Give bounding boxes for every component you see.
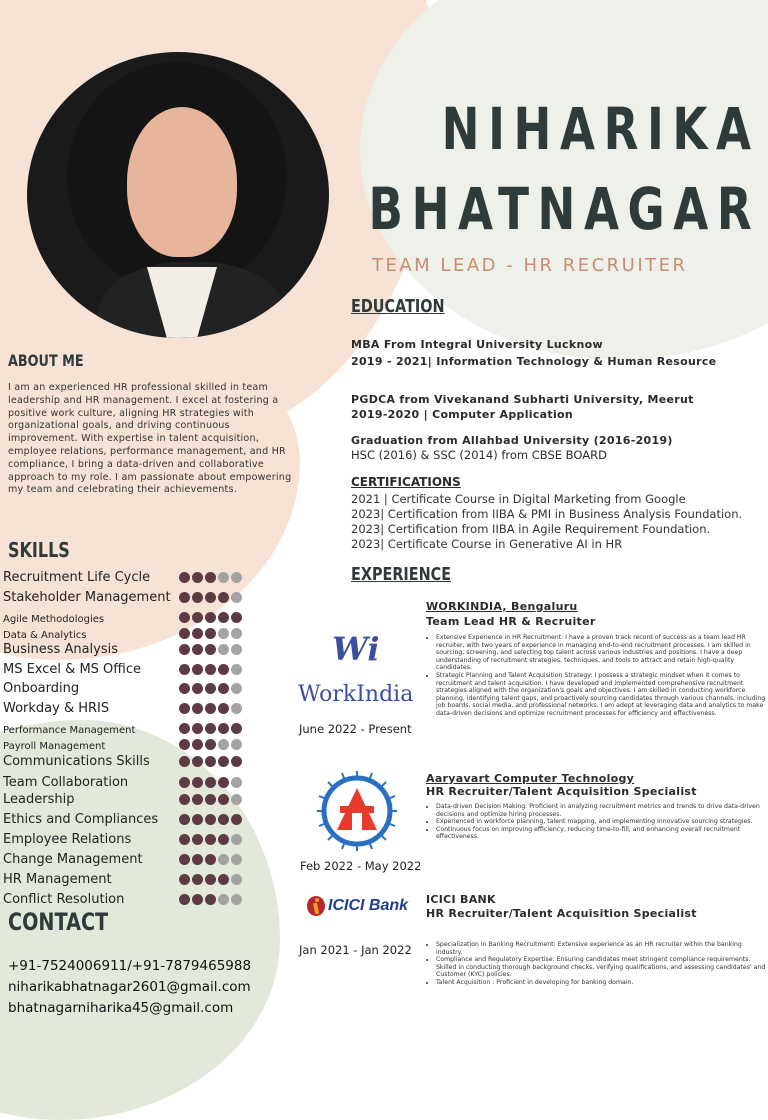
education-mba: MBA From Integral University Lucknow <box>351 338 603 351</box>
job-bullet: • Experienced in workforce planning, talent mapping, and implementing innovative sourcing strategies. <box>436 818 766 826</box>
skill-label: Recruitment Life Cycle <box>3 570 151 585</box>
rating-dot <box>231 834 242 845</box>
rating-dot <box>218 874 229 885</box>
rating-dot <box>205 894 216 905</box>
rating-dot <box>179 777 190 788</box>
experience-heading: EXPERIENCE <box>351 564 452 585</box>
job-bullets <box>426 634 766 718</box>
rating-dot <box>179 874 190 885</box>
rating-dot <box>218 794 229 805</box>
rating-dot <box>218 612 229 623</box>
rating-dot <box>205 814 216 825</box>
rating-dot <box>231 814 242 825</box>
rating-dot <box>192 592 203 603</box>
rating-dot <box>205 777 216 788</box>
rating-dot <box>205 723 216 734</box>
rating-dot <box>179 572 190 583</box>
skill-rating <box>179 777 242 788</box>
skill-rating <box>179 683 242 694</box>
certification-item: 2023| Certificate Course in Generative AI in HR <box>351 537 623 551</box>
job-dates: Feb 2022 - May 2022 <box>300 859 422 873</box>
contact-email-primary[interactable]: niharikabhatnagar2601@gmail.com <box>8 979 251 995</box>
contact-heading: CONTACT <box>8 908 109 936</box>
rating-dot <box>218 683 229 694</box>
rating-dot <box>218 739 229 750</box>
skill-label: Communications Skills <box>3 754 150 769</box>
workindia-logo <box>332 630 382 670</box>
skill-row <box>3 700 253 718</box>
profile-photo <box>27 52 329 338</box>
skill-rating <box>179 664 242 675</box>
rating-dot <box>179 756 190 767</box>
rating-dot <box>192 854 203 865</box>
rating-dot <box>218 592 229 603</box>
skill-label: Employee Relations <box>3 832 132 847</box>
rating-dot <box>218 723 229 734</box>
skill-label: Onboarding <box>3 681 80 696</box>
rating-dot <box>218 894 229 905</box>
rating-dot <box>192 628 203 639</box>
rating-dot <box>192 644 203 655</box>
job-bullet: • Continuous focus on improving efficiency, reducing time-to-fill, and enhancing overall recruitment effectiveness. <box>436 826 766 841</box>
skill-row <box>3 791 253 809</box>
job-dates: Jan 2021 - Jan 2022 <box>299 943 412 957</box>
skill-label: Stakeholder Management <box>3 590 171 605</box>
rating-dot <box>231 644 242 655</box>
name-last: BHATNAGAR <box>368 175 760 243</box>
rating-dot <box>205 644 216 655</box>
rating-dot <box>205 592 216 603</box>
skill-label: Ethics and Compliances <box>3 812 159 827</box>
skill-label: Agile Methodologies <box>3 614 105 625</box>
rating-dot <box>231 777 242 788</box>
contact-email-secondary[interactable]: bhatnagarniharika45@gmail.com <box>8 1000 234 1016</box>
skill-rating <box>179 739 242 750</box>
rating-dot <box>192 756 203 767</box>
rating-dot <box>205 683 216 694</box>
job-role: Team Lead HR & Recruiter <box>426 615 596 628</box>
skill-label: MS Excel & MS Office <box>3 662 141 677</box>
aaryavart-logo <box>314 768 400 858</box>
skill-rating <box>179 612 242 623</box>
rating-dot <box>231 854 242 865</box>
svg-text:Wi: Wi <box>332 630 380 666</box>
rating-dot <box>192 739 203 750</box>
skill-rating <box>179 628 242 639</box>
rating-dot <box>218 703 229 714</box>
job-bullet: • Specialization in Banking Recruitment: Extensive experience as an HR recruiter within the banking industry. <box>436 941 766 956</box>
job-role: HR Recruiter/Talent Acquisition Specialist <box>426 907 697 920</box>
certification-item: 2023| Certification from IIBA & PMI in Business Analysis Foundation. <box>351 507 743 521</box>
skill-rating <box>179 814 242 825</box>
rating-dot <box>231 703 242 714</box>
skill-rating <box>179 703 242 714</box>
skill-rating <box>179 794 242 805</box>
rating-dot <box>179 592 190 603</box>
rating-dot <box>192 834 203 845</box>
icici-logo <box>306 895 408 917</box>
rating-dot <box>192 794 203 805</box>
skill-label: Conflict Resolution <box>3 892 125 907</box>
skill-label: Payroll Management <box>3 741 106 752</box>
rating-dot <box>179 703 190 714</box>
skill-rating <box>179 756 242 767</box>
skill-label: Data & Analytics <box>3 630 87 641</box>
rating-dot <box>218 756 229 767</box>
job-bullet: • Data-driven Decision Making: Proficient in analyzing recruitment metrics and trends to drive data-driven decisions and optimize hiring processes. <box>436 803 766 818</box>
workindia-logo-text: WorkIndia <box>298 682 414 707</box>
skill-rating <box>179 644 242 655</box>
rating-dot <box>218 628 229 639</box>
skill-row <box>3 569 253 587</box>
education-pgdca-detail: 2019-2020 | Computer Application <box>351 408 574 421</box>
skill-label: Leadership <box>3 792 75 807</box>
skill-rating <box>179 723 242 734</box>
skill-label: Business Analysis <box>3 642 119 657</box>
rating-dot <box>205 628 216 639</box>
rating-dot <box>205 664 216 675</box>
skill-label: Change Management <box>3 852 143 867</box>
rating-dot <box>179 723 190 734</box>
rating-dot <box>218 644 229 655</box>
rating-dot <box>192 703 203 714</box>
rating-dot <box>179 794 190 805</box>
rating-dot <box>231 739 242 750</box>
rating-dot <box>179 739 190 750</box>
about-heading: ABOUT ME <box>8 351 84 370</box>
skill-rating <box>179 834 242 845</box>
certifications-heading: CERTIFICATIONS <box>351 475 461 489</box>
rating-dot <box>205 794 216 805</box>
rating-dot <box>192 664 203 675</box>
rating-dot <box>205 572 216 583</box>
job-bullet: • Strategic Planning and Talent Acquisition Strategy: I possess a strategic mindset when it comes to recruitment and talent acquisition. I have developed and implemented comprehensive recruitment strategies aligned with the organization's goals and objectives. I am skilled in conducting workforce planning, identifying talent gaps, and proactively sourcing candidates through various channels, including job boards, social media, and professional networks. I am adept at leveraging data and analytics to make data-driven decisions and optimize recruitment processes for efficiency and effectiveness. <box>436 672 766 718</box>
job-bullets <box>426 803 766 841</box>
rating-dot <box>231 612 242 623</box>
rating-dot <box>192 572 203 583</box>
skill-row <box>3 680 253 698</box>
education-heading: EDUCATION <box>351 296 445 317</box>
skill-rating <box>179 572 242 583</box>
rating-dot <box>192 683 203 694</box>
rating-dot <box>231 572 242 583</box>
rating-dot <box>231 628 242 639</box>
skill-label: Team Collaboration <box>3 775 129 790</box>
skill-row <box>3 589 253 607</box>
certification-item: 2023| Certification from IIBA in Agile Requirement Foundation. <box>351 522 711 536</box>
skill-row <box>3 641 253 659</box>
rating-dot <box>179 664 190 675</box>
rating-dot <box>179 814 190 825</box>
icici-logo-text: ICICI Bank <box>328 897 409 914</box>
rating-dot <box>231 794 242 805</box>
skill-label: Workday & HRIS <box>3 701 110 716</box>
rating-dot <box>231 894 242 905</box>
rating-dot <box>179 894 190 905</box>
job-bullets <box>426 941 766 987</box>
rating-dot <box>192 894 203 905</box>
rating-dot <box>205 756 216 767</box>
rating-dot <box>179 612 190 623</box>
contact-phone[interactable]: +91-7524006911/+91-7879465988 <box>8 958 252 974</box>
job-company: ICICI BANK <box>426 893 496 906</box>
rating-dot <box>179 644 190 655</box>
skill-label: HR Management <box>3 872 112 887</box>
rating-dot <box>205 874 216 885</box>
skill-rating <box>179 854 242 865</box>
skill-label: Performance Management <box>3 725 136 736</box>
skill-rating <box>179 894 242 905</box>
education-school: HSC (2016) & SSC (2014) from CBSE BOARD <box>351 448 607 462</box>
aaryavart-emblem-icon <box>314 768 400 854</box>
skill-row <box>3 871 253 889</box>
job-bullet: • Talent Acquisition : Proficient in developing for banking domain. <box>436 979 766 987</box>
rating-dot <box>205 854 216 865</box>
rating-dot <box>218 664 229 675</box>
rating-dot <box>218 854 229 865</box>
rating-dot <box>179 834 190 845</box>
rating-dot <box>231 592 242 603</box>
rating-dot <box>231 756 242 767</box>
skill-row <box>3 831 253 849</box>
skill-row <box>3 774 253 792</box>
rating-dot <box>231 874 242 885</box>
rating-dot <box>205 739 216 750</box>
rating-dot <box>218 572 229 583</box>
rating-dot <box>205 834 216 845</box>
rating-dot <box>231 664 242 675</box>
icici-mark-icon <box>306 895 326 917</box>
certification-item: 2021 | Certificate Course in Digital Marketing from Google <box>351 492 686 506</box>
rating-dot <box>218 814 229 825</box>
rating-dot <box>192 874 203 885</box>
job-title: TEAM LEAD - HR RECRUITER <box>372 255 688 276</box>
education-graduation: Graduation from Allahbad University (2016-2019) <box>351 434 673 447</box>
education-pgdca: PGDCA from Vivekanand Subharti University, Meerut <box>351 393 694 406</box>
skill-row <box>3 661 253 679</box>
rating-dot <box>192 814 203 825</box>
job-company: WORKINDIA, Bengaluru <box>426 600 578 613</box>
workindia-mark-icon <box>332 630 382 666</box>
skill-rating <box>179 874 242 885</box>
rating-dot <box>205 703 216 714</box>
skill-row <box>3 851 253 869</box>
skill-row <box>3 891 253 909</box>
about-text: I am an experienced HR professional skilled in team leadership and HR management. I excel at fostering a positive work culture, aligning HR strategies with organizational goals, and driving continuous improvement. With expertise in talent acquisition, employee relations, performance management, and HR compliance, I bring a data-driven and collaborative approach to my role. I am passionate about empowering my team and celebrating their achievements. <box>8 382 292 496</box>
rating-dot <box>218 834 229 845</box>
skill-rating <box>179 592 242 603</box>
rating-dot <box>179 628 190 639</box>
rating-dot <box>231 683 242 694</box>
skill-row <box>3 736 253 754</box>
job-bullet: • Extensive Experience in HR Recruitment: I have a proven track record of success as a team lead HR recruiter, with two years of experience in managing end-to-end recruitment processes. I am skilled in sourcing, screening, and selecting top talent across various industries and positions. I have a deep understanding of recruitment strategies, techniques, and tools to attract and retain high-quality candidates. <box>436 634 766 672</box>
job-dates: June 2022 - Present <box>299 722 412 736</box>
rating-dot <box>231 723 242 734</box>
job-bullet: • Compliance and Regulatory Expertise: Ensuring candidates meet stringent compliance requirements. Skilled in conducting thorough background checks, verifying qualifications, and assessing candidates' and Customer (KYC) policies. <box>436 956 766 979</box>
rating-dot <box>179 854 190 865</box>
job-role: HR Recruiter/Talent Acquisition Specialist <box>426 785 697 798</box>
skills-heading: SKILLS <box>8 538 70 562</box>
rating-dot <box>192 612 203 623</box>
skill-row <box>3 811 253 829</box>
rating-dot <box>192 723 203 734</box>
skill-row <box>3 753 253 771</box>
rating-dot <box>179 683 190 694</box>
name-first: NIHARIKA <box>442 95 760 163</box>
rating-dot <box>192 777 203 788</box>
rating-dot <box>205 612 216 623</box>
education-mba-detail: 2019 - 2021| Information Technology & Human Resource <box>351 355 717 368</box>
job-company: Aaryavart Computer Technology <box>426 772 635 785</box>
rating-dot <box>218 777 229 788</box>
